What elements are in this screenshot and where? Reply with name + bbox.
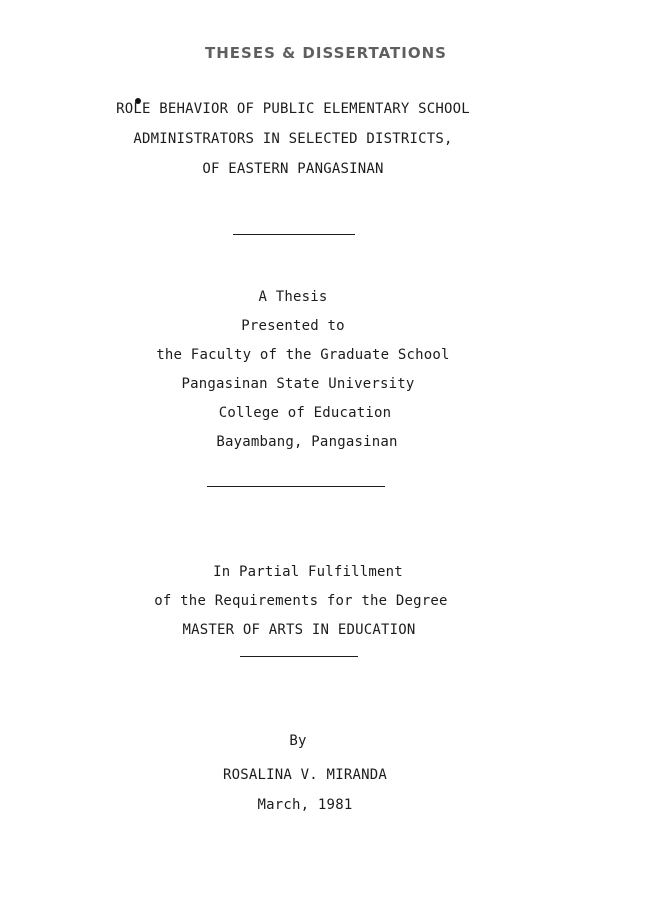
submission-date: March, 1981	[257, 797, 353, 813]
author-by: By	[289, 733, 307, 749]
fulfillment-line-3: MASTER OF ARTS IN EDUCATION	[182, 622, 416, 638]
presentation-line-2: Presented to	[241, 318, 345, 334]
divider-rule-1	[233, 234, 355, 235]
presentation-line-3: the Faculty of the Graduate School	[156, 347, 450, 363]
theses-dissertations-stamp: THESES & DISSERTATIONS	[205, 44, 447, 62]
divider-rule-3	[240, 656, 358, 657]
title-line-2: ADMINISTRATORS IN SELECTED DISTRICTS,	[133, 131, 453, 147]
fulfillment-line-1: In Partial Fulfillment	[213, 564, 403, 580]
presentation-line-1: A Thesis	[258, 289, 328, 305]
author-name: ROSALINA V. MIRANDA	[223, 767, 387, 783]
fulfillment-line-2: of the Requirements for the Degree	[154, 593, 448, 609]
presentation-line-4: Pangasinan State University	[181, 376, 415, 392]
presentation-line-5: College of Education	[218, 405, 392, 421]
title-line-1: ROLE BEHAVIOR OF PUBLIC ELEMENTARY SCHOOL	[116, 101, 470, 117]
presentation-line-6: Bayambang, Pangasinan	[216, 434, 398, 450]
title-line-3: OF EASTERN PANGASINAN	[202, 161, 384, 177]
divider-rule-2	[207, 486, 385, 487]
